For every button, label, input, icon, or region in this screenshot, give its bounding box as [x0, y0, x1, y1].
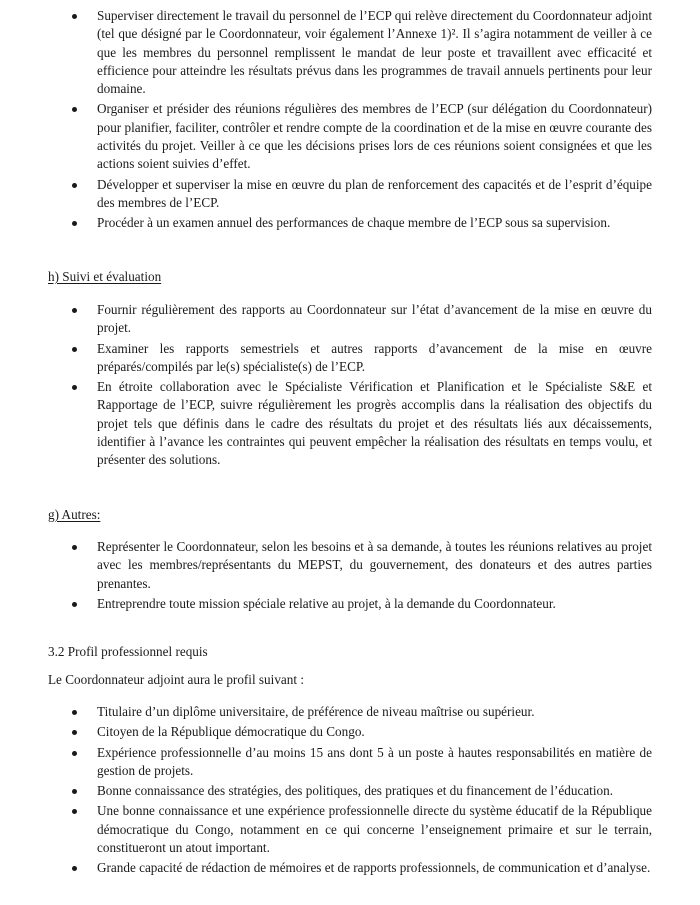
- list-item: Grande capacité de rédaction de mémoires et de rapports professionnels, de communication et d’analyse.: [70, 859, 652, 877]
- bullet-icon: [72, 107, 77, 112]
- list-item: Procéder à un examen annuel des performances de chaque membre de l’ECP sous sa supervision.: [70, 214, 652, 232]
- bullet-icon: [72, 347, 77, 352]
- list-item: Organiser et présider des réunions régulières des membres de l’ECP (sur délégation du Coordonnateur) pour planifier, faciliter, contrôler et rendre compte de la coordination et de la mise en œuvre courante des activités du projet. Veiller à ce que les décisions prises lors de ces réunions soient consignées et que les actions soient suivies d’effet.: [70, 100, 652, 173]
- bullet-icon: [72, 602, 77, 607]
- list-item: Expérience professionnelle d’au moins 15 ans dont 5 à un poste à hautes responsabilités en matière de gestion de projets.: [70, 744, 652, 781]
- section-heading-autres: g) Autres:: [48, 507, 101, 522]
- list-item: Entreprendre toute mission spéciale relative au projet, à la demande du Coordonnateur.: [70, 595, 652, 613]
- profil-intro: Le Coordonnateur adjoint aura le profil suivant :: [48, 672, 304, 687]
- autres-bullet-list: [70, 538, 652, 613]
- bullet-icon: [72, 751, 77, 756]
- section-heading-profil: 3.2 Profil professionnel requis: [48, 644, 208, 659]
- supervision-bullet-list: [70, 7, 652, 233]
- bullet-icon: [72, 730, 77, 735]
- list-item: Représenter le Coordonnateur, selon les besoins et à sa demande, à toutes les réunions relatives au projet avec les membres/représentants du MEPST, du gouvernement, des donateurs et des autres parties prenantes.: [70, 538, 652, 593]
- list-item: En étroite collaboration avec le Spécialiste Vérification et Planification et le Spécialiste S&E et Rapportage de l’ECP, suivre régulièrement les progrès accomplis dans la réalisation des objectifs du projet tels que définis dans le cadre des résultats du projet et des résultats liés aux décaissements, identifier à l’avance les contraintes qui peuvent empêcher la réalisation des résultats en temps voulu, et présenter des solutions.: [70, 378, 652, 469]
- list-item: Titulaire d’un diplôme universitaire, de préférence de niveau maîtrise ou supérieur.: [70, 703, 652, 721]
- bullet-icon: [72, 183, 77, 188]
- bullet-icon: [72, 710, 77, 715]
- bullet-icon: [72, 789, 77, 794]
- list-item: Bonne connaissance des stratégies, des politiques, des pratiques et du financement de l’éducation.: [70, 782, 652, 800]
- suivi-evaluation-bullet-list: [70, 301, 652, 470]
- list-item: Examiner les rapports semestriels et autres rapports d’avancement de la mise en œuvre préparés/compilés par le(s) spécialiste(s) de l’ECP.: [70, 340, 652, 377]
- bullet-icon: [72, 308, 77, 313]
- bullet-icon: [72, 14, 77, 19]
- bullet-icon: [72, 545, 77, 550]
- section-heading-suivi-evaluation: h) Suivi et évaluation: [48, 269, 162, 284]
- profil-bullet-list: [70, 703, 652, 878]
- bullet-icon: [72, 809, 77, 814]
- list-item: Fournir régulièrement des rapports au Coordonnateur sur l’état d’avancement de la mise en œuvre du projet.: [70, 301, 652, 338]
- list-item: Superviser directement le travail du personnel de l’ECP qui relève directement du Coordonnateur adjoint (tel que désigné par le Coordonnateur, voir également l’Annexe 1)². Il s’agira notamment de veiller à ce que les membres du personnel remplissent le mandat de leur poste et travaillent avec efficacité et efficience pour atteindre les résultats prévus dans les programmes de travail annuels pertinents pour leur domaine.: [70, 7, 652, 98]
- bullet-icon: [72, 385, 77, 390]
- list-item: Développer et superviser la mise en œuvre du plan de renforcement des capacités et de l’esprit d’équipe des membres de l’ECP.: [70, 176, 652, 213]
- bullet-icon: [72, 866, 77, 871]
- list-item: Citoyen de la République démocratique du Congo.: [70, 723, 652, 741]
- bullet-icon: [72, 221, 77, 226]
- list-item: Une bonne connaissance et une expérience professionnelle directe du système éducatif de la République démocratique du Congo, notamment en ce qui concerne l’enseignement primaire et sur le terrain, constitueront un atout important.: [70, 802, 652, 857]
